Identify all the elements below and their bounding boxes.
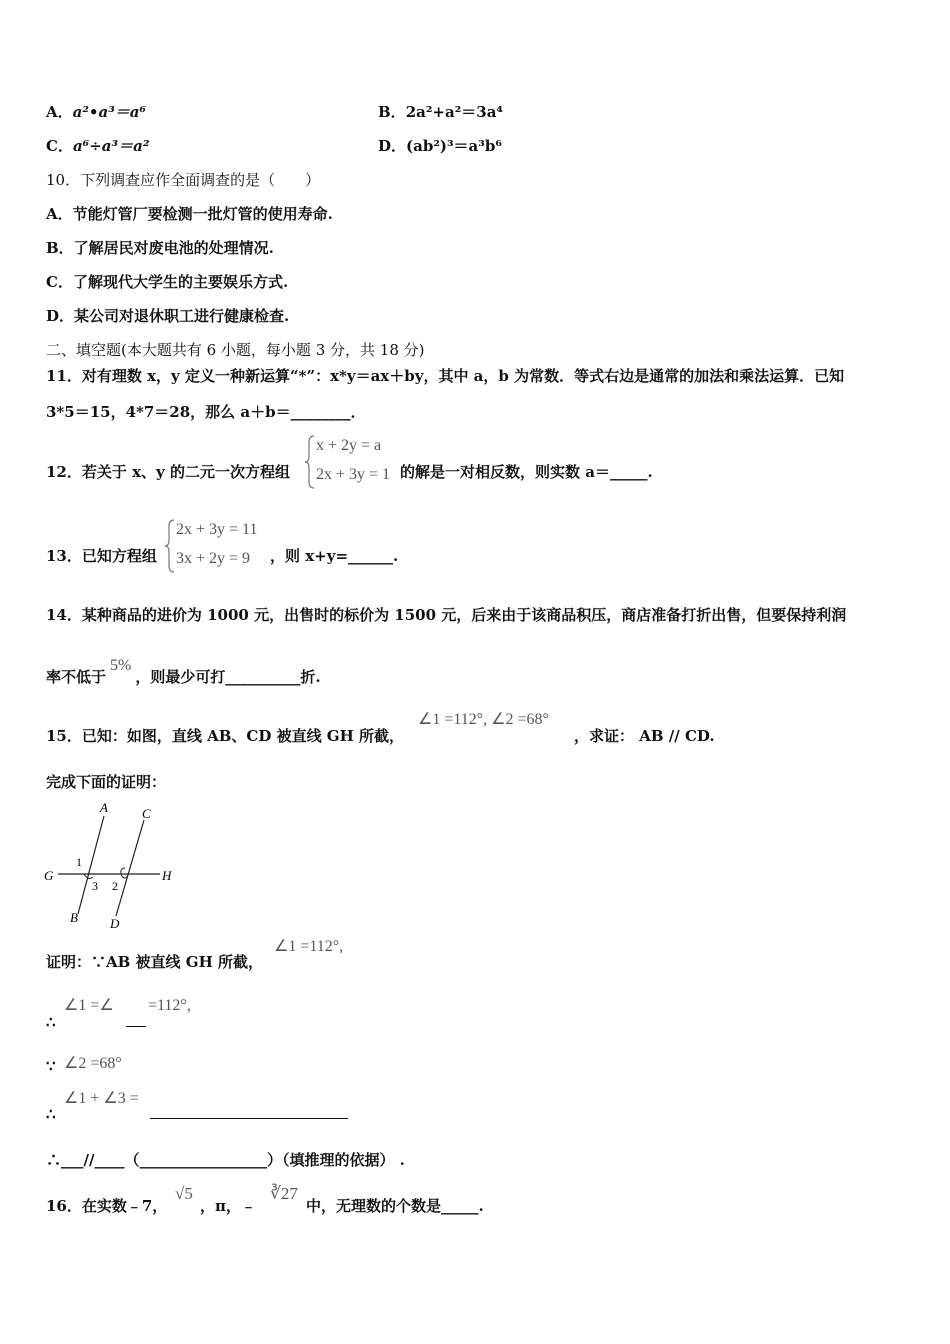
- proof-line-4-symbol: ∴: [46, 1105, 56, 1123]
- q9-option-c-expr: a⁶÷a³＝a²: [72, 137, 150, 155]
- q9-option-c: C．a⁶÷a³＝a²: [46, 137, 150, 155]
- q12-equation-2: 2x + 3y = 1: [316, 466, 391, 483]
- label-b: B: [70, 910, 78, 925]
- proof-line-4-blank: [150, 1118, 348, 1119]
- q12-prefix: 12．若关于 x、y 的二元一次方程组: [46, 463, 290, 481]
- label-angle-1: 1: [76, 855, 82, 869]
- proof-line-3-expr: ∠2 =68°: [64, 1055, 122, 1072]
- q13-suffix: ，则 x+y=______.: [270, 547, 399, 565]
- label-a: A: [100, 800, 108, 815]
- proof-line-2-blank: [126, 1026, 146, 1027]
- q15-complete-proof-label: 完成下面的证明：: [46, 773, 167, 791]
- proof-line-2-expr-a: ∠1 =∠: [64, 997, 114, 1014]
- q11-line2: 3*5＝15，4*7＝28，那么 a＋b＝________．: [46, 403, 366, 421]
- proof-line-1-text: 证明：∵AB 被直线 GH 所截，: [46, 953, 263, 971]
- q10-option-d: D．某公司对退休职工进行健康检查.: [46, 307, 290, 325]
- q9-option-b: B．2a²+a²＝3a⁴: [378, 103, 503, 121]
- proof-line-2-expr-b: =112°,: [148, 997, 191, 1014]
- proof-line-4-expr: ∠1 + ∠3 =: [64, 1090, 139, 1107]
- q9-option-a-expr: a²•a³＝a⁶: [72, 103, 147, 121]
- left-brace-icon: [164, 518, 176, 574]
- q12-equation-1: x + 2y = a: [316, 437, 382, 454]
- q10-option-b: B．了解居民对废电池的处理情况.: [46, 239, 274, 257]
- q11-line1: 11．对有理数 x，y 定义一种新运算“*”：x*y＝ax＋by，其中 a，b 为常数．等式右边是通常的加法和乘法运算．已知: [46, 367, 845, 385]
- q15-given-angles: ∠1 =112°, ∠2 =68°: [418, 711, 549, 728]
- label-c: C: [142, 806, 151, 821]
- line-cd: [116, 820, 144, 916]
- q16-prefix: 16．在实数﹣7，: [46, 1197, 168, 1215]
- q12-equation-system: [304, 434, 404, 490]
- label-d: D: [110, 916, 120, 931]
- q10-stem: 10．下列调查应作全面调查的是（ ）: [46, 171, 321, 189]
- q15-suffix: ，求证： AB // CD.: [574, 727, 715, 745]
- q16-sqrt5: √5: [175, 1184, 193, 1203]
- q9-option-b-expr: 2a²+a²＝3a⁴: [405, 103, 503, 121]
- label-angle-3: 3: [92, 879, 98, 893]
- parallel-lines-figure: [40, 798, 190, 934]
- proof-line-1-expr: ∠1 =112°,: [274, 938, 344, 955]
- q16-suffix: 中，无理数的个数是_____.: [306, 1197, 484, 1215]
- q15-prefix: 15．已知：如图，直线 AB、CD 被直线 GH 所截，: [46, 727, 405, 745]
- q16-mid: ，π，﹣: [200, 1197, 256, 1215]
- label-g: G: [44, 868, 54, 883]
- q9-option-d: D．(ab²)³＝a³b⁶: [378, 137, 502, 155]
- proof-line-3-symbol: ∵: [46, 1057, 56, 1075]
- q10-option-c: C．了解现代大学生的主要娱乐方式.: [46, 273, 289, 291]
- section-heading: 二、填空题(本大题共有 6 小题，每小题 3 分，共 18 分): [46, 341, 425, 359]
- q14-line2: 率不低于5%，则最少可打__________折.: [46, 657, 321, 686]
- proof-line-2-symbol: ∴: [46, 1013, 56, 1031]
- q12-suffix: 的解是一对相反数，则实数 a＝_____.: [400, 463, 653, 481]
- q13-equation-2: 3x + 2y = 9: [176, 550, 251, 567]
- q16-cbrt27: ∛27: [270, 1184, 298, 1203]
- left-brace-icon: [304, 434, 316, 490]
- q9-option-a: A．a²•a³＝a⁶: [46, 103, 147, 121]
- q10-option-a: A．节能灯管厂要检测一批灯管的使用寿命.: [46, 205, 333, 223]
- proof-line-5: ∴___//____（_________________）（填推理的依据） .: [46, 1151, 405, 1169]
- q13-equation-system: [164, 518, 274, 574]
- q9-option-d-expr: (ab²)³＝a³b⁶: [406, 137, 502, 155]
- angle-2-arc: [121, 868, 125, 874]
- q14-percent: 5%: [110, 657, 132, 674]
- q13-prefix: 13．已知方程组: [46, 547, 157, 565]
- label-h: H: [162, 868, 172, 883]
- label-angle-2: 2: [112, 879, 118, 893]
- q13-equation-1: 2x + 3y = 11: [176, 521, 258, 538]
- q14-line1: 14．某种商品的进价为 1000 元，出售时的标价为 1500 元，后来由于该商品积压，商店准备打折出售，但要保持利润: [46, 606, 847, 624]
